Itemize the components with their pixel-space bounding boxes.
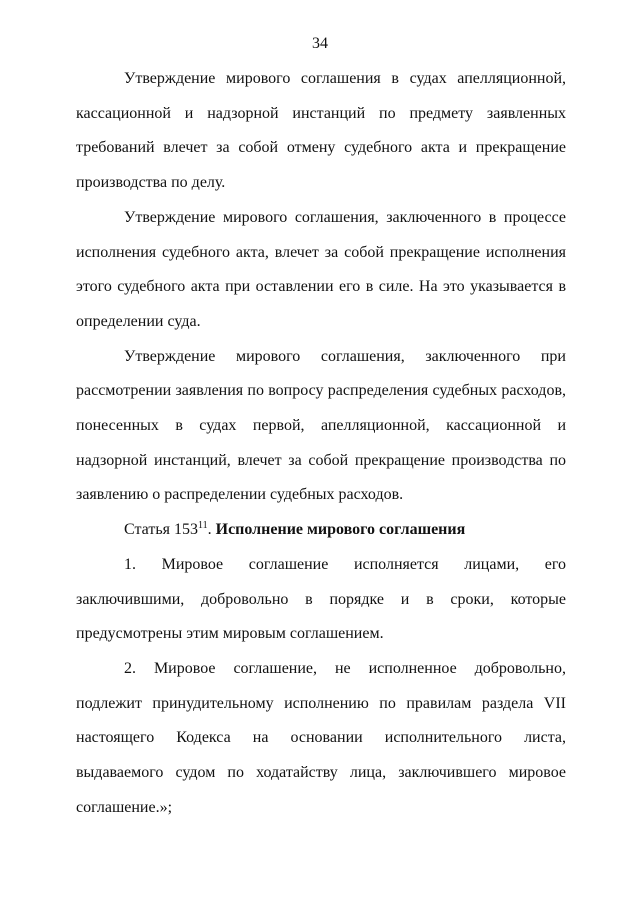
article-number: Статья 153 — [124, 521, 198, 539]
article-number-superscript: 11 — [197, 520, 208, 532]
clause: 2. Мировое соглашение, не исполненное добровольно, подлежит принудительному исполнению по правилам раздела VII настоящего Кодекса на основании исполнительного листа, выдаваемого судом по ходатайству лица, заключившего мировое соглашение.»; — [76, 659, 566, 816]
paragraph: Утверждение мирового соглашения, заключенного в процессе исполнения судебного акта, влечет за собой прекращение исполнения этого судебного акта при оставлении его в силе. На это указывается в определении суда. — [76, 208, 566, 330]
article-title: Исполнение мирового соглашения — [215, 521, 466, 539]
article-heading — [76, 513, 566, 548]
document-body — [76, 62, 566, 825]
page-number: 34 — [312, 35, 328, 52]
clause: 1. Мировое соглашение исполняется лицами, его заключившими, добровольно в порядке и в сроки, которые предусмотрены этим мировым соглашением. — [76, 555, 566, 643]
paragraph: Утверждение мирового соглашения в судах апелляционной, кассационной и надзорной инстанций по предмету заявленных требований влечет за собой отмену судебного акта и прекращение производства по делу. — [76, 70, 566, 192]
article-separator: . — [207, 521, 216, 539]
paragraph: Утверждение мирового соглашения, заключенного при рассмотрении заявления по вопросу распределения судебных расходов, понесенных в судах первой, апелляционной, кассационной и надзорной инстанций, влечет за собой прекращение производства по заявлению о распределении судебных расходов. — [76, 347, 566, 504]
